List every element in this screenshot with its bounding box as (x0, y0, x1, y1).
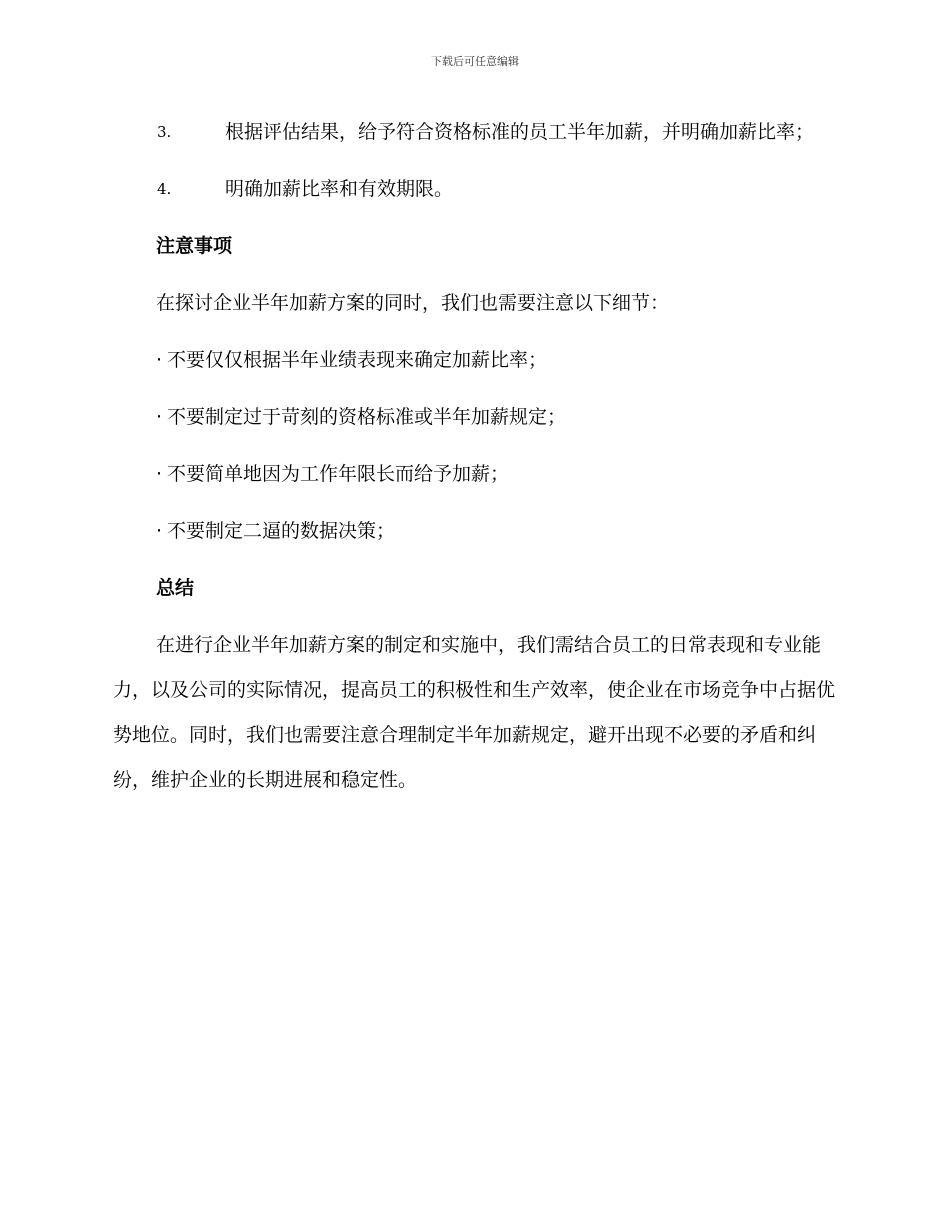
bullet-item (113, 509, 835, 554)
numbered-item-4 (113, 167, 835, 212)
item-text: 根据评估结果，给予符合资格标准的员工半年加薪，并明确加薪比率； (225, 121, 815, 143)
notes-intro: 在探讨企业半年加薪方案的同时，我们也需要注意以下细节： (156, 292, 670, 314)
bullet-dot: · (156, 406, 163, 428)
bullet-text: 不要仅仅根据半年业绩表现来确定加薪比率； (167, 349, 548, 371)
bullet-item (113, 338, 835, 383)
bullet-text: 不要简单地因为工作年限长而给予加薪； (167, 463, 510, 485)
summary-paragraph: 在进行企业半年加薪方案的制定和实施中，我们需结合员工的日常表现和专业能力，以及公司的实际情况，提高员工的积极性和生产效率，使企业在市场竞争中占据优势地位。同时，我们也需要注意合理制定半年加薪规定，避开出现不必要的矛盾和纠纷，维护企业的长期进展和稳定性。 (113, 634, 836, 791)
bullet-dot: · (156, 349, 163, 371)
bullet-item (113, 395, 835, 440)
bullet-dot: · (156, 520, 163, 542)
bullet-text: 不要制定过于苛刻的资格标准或半年加薪规定； (167, 406, 567, 428)
summary-heading: 总结 (156, 577, 195, 599)
page-header-note: 下载后可任意编辑 (431, 55, 519, 68)
document-body (113, 110, 835, 803)
item-number: 3. (157, 123, 172, 141)
bullet-dot: · (156, 463, 163, 485)
notes-heading: 注意事项 (156, 235, 233, 257)
item-text: 明确加薪比率和有效期限。 (225, 178, 454, 200)
numbered-item-3 (113, 110, 835, 155)
bullet-text: 不要制定二逼的数据决策； (167, 520, 396, 542)
item-number: 4. (157, 180, 172, 198)
bullet-item (113, 452, 835, 497)
